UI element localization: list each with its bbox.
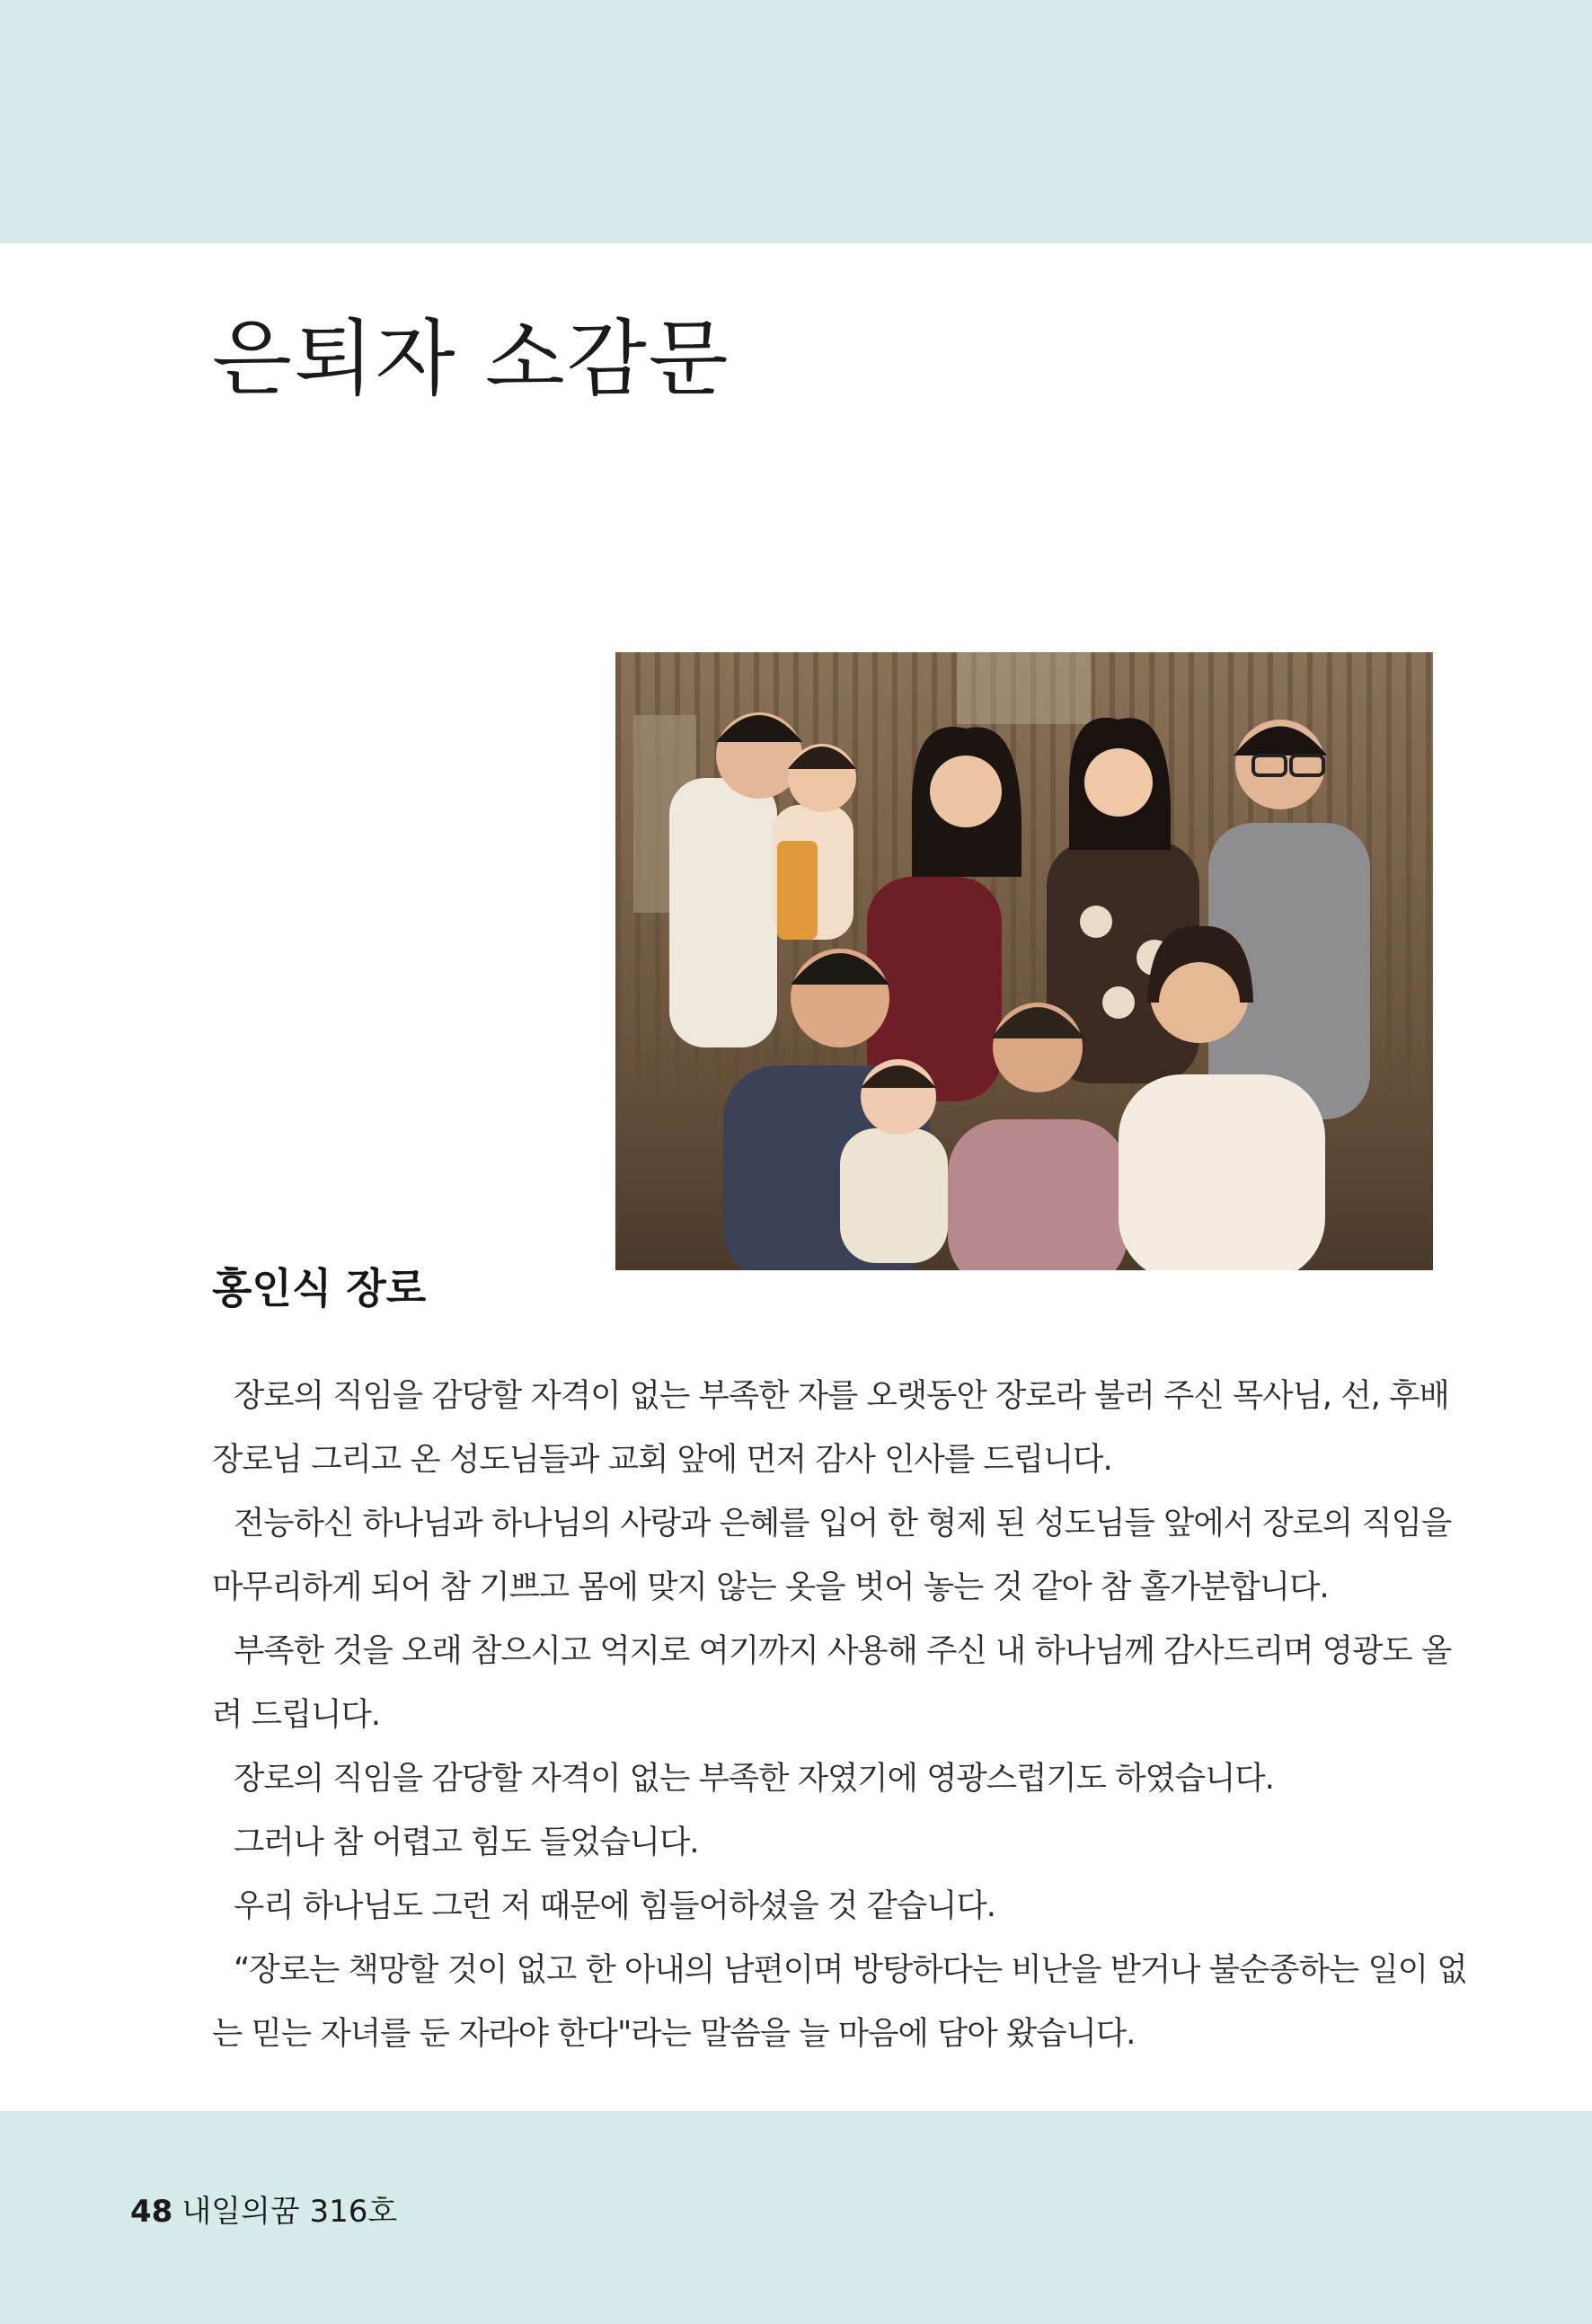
page-number: 48: [130, 2194, 173, 2230]
page-footer: [130, 2192, 397, 2231]
body-line: 장로의 직임을 감당할 자격이 없는 부족한 자였기에 영광스럽기도 하였습니다.: [234, 1760, 1274, 1797]
author-name: 홍인식 장로: [212, 1264, 427, 1312]
body-line: 그러나 참 어렵고 힘도 들었습니다.: [234, 1824, 699, 1860]
body-line: “장로는 책망할 것이 없고 한 아내의 남편이며 방탕하다는 비난을 받거나 불순종하는 일이 없: [234, 1951, 1467, 1988]
publication-name: 내일의꿈 316호: [181, 2194, 398, 2230]
body-line: 장로의 직임을 감당할 자격이 없는 부족한 자를 오랫동안 장로라 불러 주신 목사님, 선, 후배: [234, 1377, 1449, 1414]
body-line: 부족한 것을 오래 참으시고 억지로 여기까지 사용해 주신 내 하나님께 감사드리며 영광도 올: [234, 1632, 1452, 1669]
body-line: 우리 하나님도 그런 저 때문에 힘들어하셨을 것 같습니다.: [234, 1887, 996, 1924]
body-line: 장로님 그리고 온 성도님들과 교회 앞에 먼저 감사 인사를 드립니다.: [212, 1441, 1112, 1478]
family-photo: [615, 652, 1433, 1270]
body-line: 려 드립니다.: [212, 1696, 381, 1733]
article-body: [212, 1364, 1467, 2065]
page-title: 은퇴자 소감문: [212, 311, 730, 407]
body-line: 마무리하게 되어 참 기쁘고 몸에 맞지 않는 옷을 벗어 놓는 것 같아 참 홀가분합니다.: [212, 1568, 1329, 1605]
body-line: 전능하신 하나님과 하나님의 사랑과 은혜를 입어 한 형제 된 성도님들 앞에서 장로의 직임을: [234, 1505, 1452, 1542]
top-band: [0, 0, 1592, 243]
body-line: 는 믿는 자녀를 둔 자라야 한다"라는 말씀을 늘 마음에 담아 왔습니다.: [212, 2015, 1136, 2052]
